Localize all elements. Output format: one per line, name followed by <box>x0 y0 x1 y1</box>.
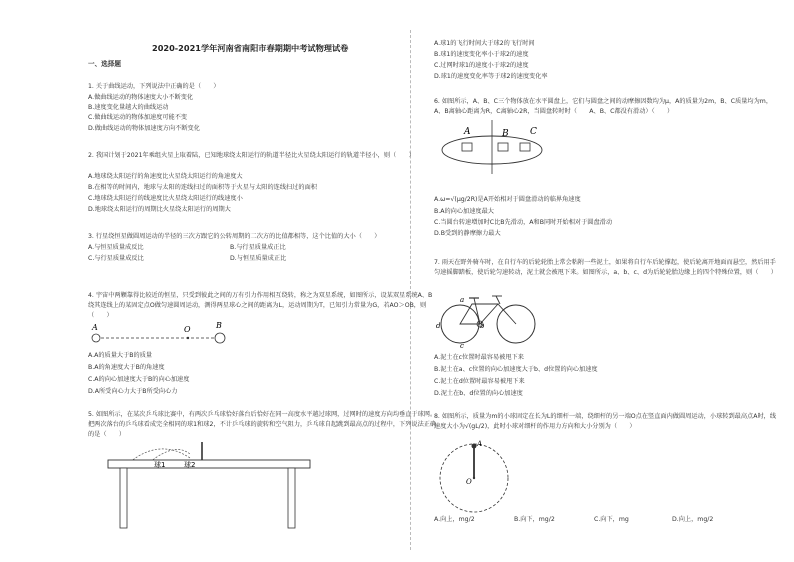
label-c: C <box>530 127 537 137</box>
q4-option-c: C.A的向心加速度大于B的向心加速度 <box>88 376 190 383</box>
label-b: b <box>480 322 485 330</box>
label-o: O <box>466 478 472 486</box>
q4-option-d: D.A所受向心力大于B所受向心力 <box>88 388 178 395</box>
label-d: d <box>436 322 441 330</box>
q3-option-d: D.与恒星质量成正比 <box>230 255 287 262</box>
q3-option-a: A.与恒星质量成反比 <box>88 244 144 251</box>
q6-option-c: C.当圆台转速增加时C比B先滑动，A和B同时开始相对于圆盘滑动 <box>434 219 613 226</box>
block-c <box>520 143 530 151</box>
q1-option-d: D.做曲线运动的物体加速度方向不断变化 <box>88 125 200 132</box>
column-divider <box>410 30 411 550</box>
q2-option-a: A.地球绕太阳运行的角速度比火星绕太阳运行的角速度大 <box>88 173 243 180</box>
q5-option-c: C.过网时球1的速度小于球2的速度 <box>434 62 529 69</box>
q3-stem: 3. 行星绕恒星做圆周运动的半径的三次方跟它的公转周期的二次方的比值都相等，这个比值的大小（ ） <box>88 233 381 240</box>
q6-option-a: A.ω=√(μg/2R)是A开始相对于圆盘滑动的临界角速度 <box>434 196 581 203</box>
q8-option-d: D.向上，mg/2 <box>672 516 714 523</box>
q5-option-b: B.球1的速度变化率小于球2的速度 <box>434 51 529 58</box>
block-b <box>498 143 508 151</box>
q7-option-d: D.泥土在b、d位置的向心加速度 <box>434 390 523 397</box>
binary-star-diagram <box>88 320 238 350</box>
label-b: B <box>216 321 222 330</box>
center-point-o <box>187 337 189 339</box>
ping-pong-diagram <box>90 440 320 530</box>
q6-option-d: D.B受到的静摩擦力最大 <box>434 230 501 237</box>
table-leg-left <box>120 468 127 528</box>
table-leg-right <box>288 468 295 528</box>
q2-stem: 2. 我国计划于2021年乘组火星上取着陆，已知地球绕太阳运行的轨道半径比火星绕太阳运行的轨道半径小，则（ ） <box>88 152 415 159</box>
rotating-disk-diagram <box>440 118 590 176</box>
q4-option-b: B.A的角速度大于B的角速度 <box>88 364 165 371</box>
q1-option-b: B.速度变化量越大的曲线运动 <box>88 104 169 111</box>
q8-option-a: A.向上，mg/2 <box>434 516 475 523</box>
label-a: a <box>460 296 465 304</box>
q2-option-d: D.地球绕太阳运行的周期比火星绕太阳运行的周期大 <box>88 206 231 213</box>
q3-option-b: B.与行星质量成正比 <box>230 244 286 251</box>
rod-circle-diagram <box>436 440 516 516</box>
q2-option-c: C.地球绕太阳运行的线速度比火星绕太阳运行的线速度小 <box>88 195 243 202</box>
q8-stem: 8. 如图所示，质量为m的小球固定在长为L的细杆一端，绕细杆的另一端O点在竖直面内做圆周运动，小球转到最高点A时，线速度大小为√(gL/2)，此时小球对细杆的作用力方向和大小分别为（ ） <box>434 413 777 430</box>
q5-option-a: A.球1的飞行时间大于球2的飞行时间 <box>434 40 535 47</box>
star-b <box>215 333 225 343</box>
q1-option-c: C.做曲线运动的物体加速度可能不变 <box>88 114 188 121</box>
label-a: A <box>477 440 483 448</box>
section-heading: 一、选择题 <box>88 60 121 68</box>
q5-option-d: D.球1的速度变化率等于球2的速度变化率 <box>434 73 548 80</box>
star-a <box>92 334 100 342</box>
q8-option-c: C.向下，mg <box>594 516 629 523</box>
q4-option-a: A.A的质量大于B的质量 <box>88 352 153 359</box>
q1-stem: 1. 关于曲线运动，下列说法中正确的是（ ） <box>88 83 220 90</box>
ball2-label: 球2 <box>184 461 196 469</box>
q6-stem: 6. 如图所示，A、B、C三个物体放在水平圆盘上，它们与圆盘之间的动摩擦因数均为μ，A的质量为2m，B、C质量均为m，A、B离轴心距离为R，C离轴心2R，当圆盘转时时（ A、B、C都没有滑动）（ ） <box>434 98 773 115</box>
label-o: O <box>184 325 191 334</box>
label-a: A <box>92 323 98 332</box>
q5-stem: 5. 如图所示，在某次乒乓球比赛中，有两次乒乓球恰好落台后恰好在同一高度水平越过球网，过网时的速度方向均垂直于球网。把两次落台的乒乓球看成完全相同的球1和球2，不计乒乓球的旋转和空气阻力，乒乓球自起跳到最高点的过程中，下列说法正确的是（ ） <box>88 411 437 438</box>
q4-stem: 4. 宇宙中两颗靠得比较近的恒星，只受到彼此之间的万有引力作用相互绕转，称之为双星系统，如图所示，设某双星系统A、B绕其连线上的某固定点O做匀速圆周运动，测得两星球心之间的距离为L，运动周期为T，已知引力常量为G，若AO＞OB，则（ ） <box>88 292 433 319</box>
q7-option-a: A.泥土在c位置时最容易被甩下来 <box>434 354 524 361</box>
ball1-label: 球1 <box>154 461 166 469</box>
bicycle-diagram <box>436 286 546 348</box>
pivot-o <box>473 477 475 479</box>
q1-option-a: A.做曲线运动的物体速度大小不断变化 <box>88 94 194 101</box>
label-c: c <box>460 342 464 350</box>
table-top <box>108 460 310 468</box>
page-title: 2020-2021学年河南省南阳市春期期中考试物理试卷 <box>152 43 349 53</box>
frame <box>460 296 516 324</box>
q8-option-b: B.向下，mg/2 <box>514 516 555 523</box>
q6-option-b: B.A的向心加速度最大 <box>434 208 494 215</box>
label-b: B <box>502 129 509 139</box>
q7-option-b: B.泥土在a、c位置的向心加速度大于b、d位置的向心加速度 <box>434 366 598 373</box>
q7-option-c: C.泥土在d位置时最容易被甩下来 <box>434 378 525 385</box>
block-a <box>462 143 472 151</box>
q7-stem: 7. 雨天在野外骑车时，在自行车的后轮轮胎上常会粘附一些泥土，如果将自行车后轮撑起，使后轮离开地面而悬空，然后用手匀速摇脚踏板，使后轮匀速转动，泥土就会被甩下来。如图所示，a、b、c、d为后轮轮胎边缘上的四个特殊位置，则（ ） <box>434 259 777 276</box>
q3-option-c: C.与行星质量成反比 <box>88 255 144 262</box>
ball <box>472 444 477 449</box>
q2-option-b: B.在相等的时间内，地球与太阳的连线扫过的面积等于火星与太阳的连线扫过的面积 <box>88 184 317 191</box>
label-a: A <box>464 127 471 137</box>
